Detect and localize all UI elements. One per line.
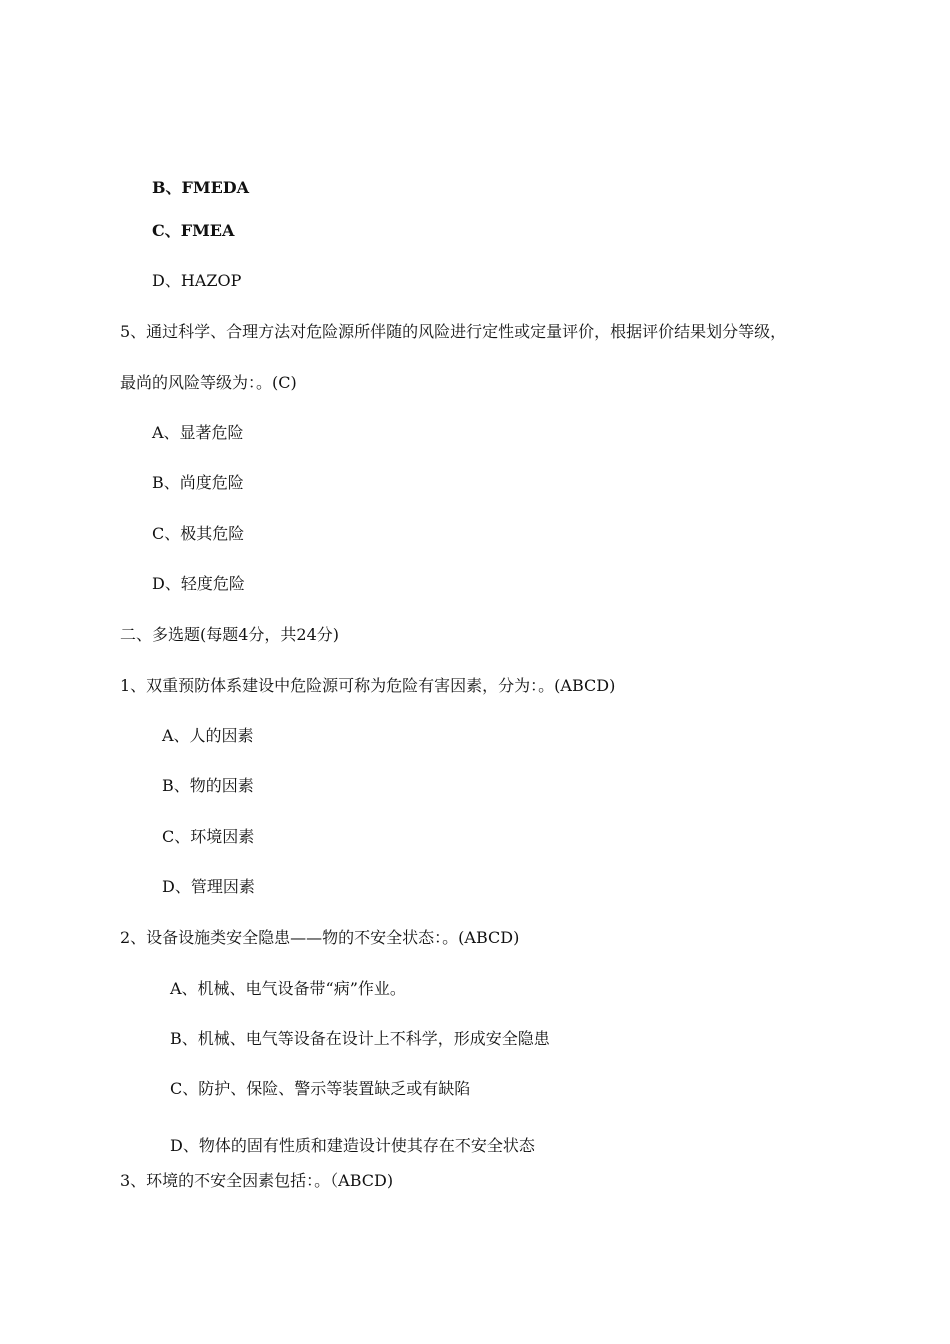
q5-option-a: A、显著危险 xyxy=(152,423,244,442)
mq1-option-c: C、环境因素 xyxy=(162,827,255,846)
mq2-stem: 2、设备设施类安全隐患——物的不安全状态：。(ABCD) xyxy=(120,928,520,947)
mq1-option-b: B、物的因素 xyxy=(162,776,254,795)
q5-stem-line2: 最尚的风险等级为：。(C) xyxy=(120,373,297,392)
mq2-option-a: A、机械、电气设备带“病”作业。 xyxy=(170,979,406,998)
q4-option-b: B、FMEDA xyxy=(152,178,250,197)
mq1-option-d: D、管理因素 xyxy=(162,877,255,896)
q4-option-d: D、HAZOP xyxy=(152,271,242,290)
mq3-stem: 3、环境的不安全因素包括：。（ABCD) xyxy=(120,1171,394,1190)
mq1-option-a: A、人的因素 xyxy=(162,726,254,745)
mq2-option-d: D、物体的固有性质和建造设计使其存在不安全状态 xyxy=(170,1136,535,1155)
q4-option-c: C、FMEA xyxy=(152,221,235,240)
mq1-stem: 1、双重预防体系建设中危险源可称为危险有害因素，分为：。(ABCD) xyxy=(120,676,616,695)
q5-stem-line1: 5、通过科学、合理方法对危险源所伴随的风险进行定性或定量评价，根据评价结果划分等级， xyxy=(120,322,787,341)
section-heading-multiple-choice: 二、多选题(每题4分，共24分) xyxy=(120,625,340,644)
q5-option-c: C、极其危险 xyxy=(152,524,245,543)
mq2-option-b: B、机械、电气等设备在设计上不科学，形成安全隐患 xyxy=(170,1029,550,1048)
q5-option-d: D、轻度危险 xyxy=(152,574,245,593)
mq2-option-c: C、防护、保险、警示等装置缺乏或有缺陷 xyxy=(170,1079,471,1098)
q5-option-b: B、尚度危险 xyxy=(152,473,244,492)
